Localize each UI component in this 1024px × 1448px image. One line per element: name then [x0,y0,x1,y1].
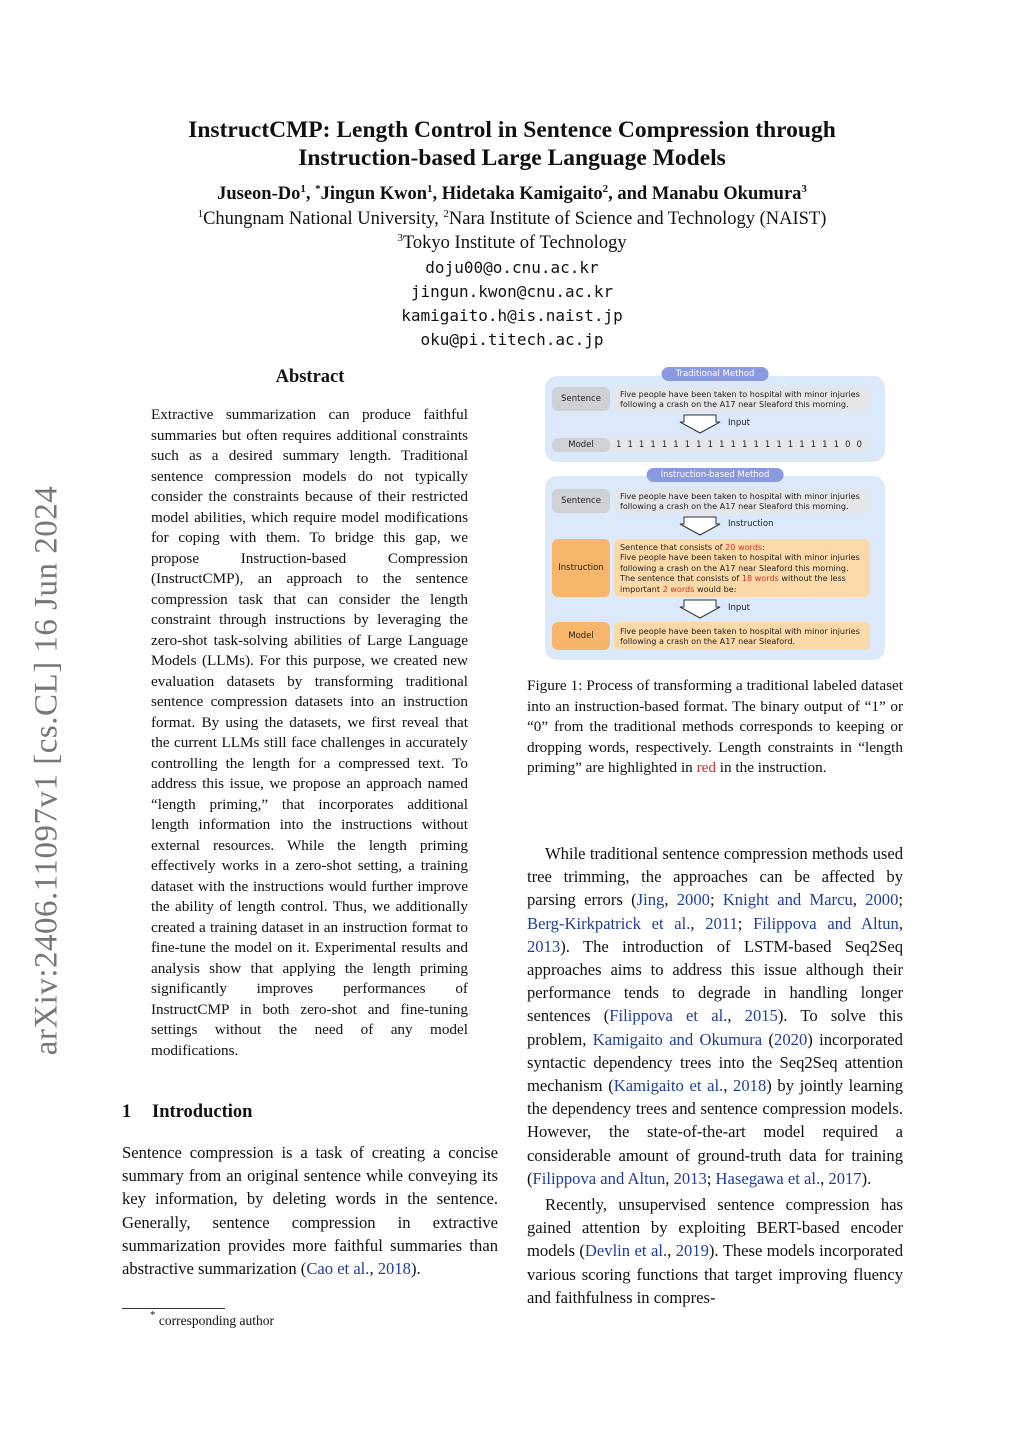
aff1-sup: 1 [197,208,204,220]
instruction-label: Instruction [552,539,610,597]
author-2-mark: * [315,183,321,195]
binary-label: 1 [616,440,622,450]
binary-label: 1 [719,440,725,450]
binary-label: 1 [650,440,656,450]
citation-link[interactable]: Kamigaito et al. [613,1076,724,1096]
abstract-text: Extractive summarization can produce faithful summaries but often requires additional constraints such as a desired summary length. Traditional sentence compression models do not typically consider the constraints because of their restricted model abilities, which require model modifications for coping with them. To bridge this gap, we propose Instruction-based Compression (InstructCMP), an approach to the sentence compression task that can consider the length constraint through instructions by leveraging the zero-shot task-solving abilities of Large Language Models (LLMs). For this purpose, we created new evaluation datasets by transforming traditional sentence compression datasets into an instruction format. By using the datasets, we first reveal that the current LLMs still face challenges in accurately controlling the length for a compressed text. To address this issue, we propose an approach named “length priming,” that incorporates additional length information into the instructions without external resources. While the length priming effectively works in a zero-shot setting, a training dataset with the instructions would further improve the ability of length control. Thus, we additionally created a training dataset in an instruction format to fine-tune the model on it. Experimental results and analysis show that applying the length priming significantly improves performances of InstructCMP in both zero-shot and fine-tuning settings without the need of any model modifications. [151,406,468,1059]
citation-year-link[interactable]: 2017 [828,1168,862,1188]
binary-label: 0 [845,440,851,450]
down-arrow-icon [678,599,722,619]
figure-1 [540,366,890,662]
aff1: Chungnam National University, [203,209,439,229]
citation-link[interactable]: Jing [636,890,665,910]
author-1: Juseon-Do [217,184,301,204]
binary-label: 1 [822,440,828,450]
instr-length-1: 20 words [725,542,763,552]
email-1[interactable]: doju00@o.cnu.ac.kr [425,258,599,277]
binary-label: 1 [707,440,714,450]
citation-link[interactable]: Filippova et al. [609,1006,728,1026]
intro-end: ). [410,1259,421,1279]
instr-text-5: would be: [694,583,737,594]
author-3: Hidetaka Kamigaito [441,184,603,204]
binary-label: 1 [730,440,736,450]
traditional-title: Traditional Method [662,367,769,381]
figure-caption [527,676,903,779]
instr-text-4: without the less important [620,573,846,594]
author-list: Juseon-Do$^1$, *Jingun Kwon$^1$, Hidetaka Kamigaito$^2$, and Manabu Okumura$^3$ [217,183,807,204]
citation-year-link[interactable]: 2013 [527,936,561,956]
binary-labels [616,438,862,452]
model-output-box: Five people have been taken to hospital with minor injuries following a crash on the A17 near Sleaford. [614,622,870,650]
binary-label: 1 [696,440,702,450]
citation-year-link[interactable]: 2018 [377,1259,411,1279]
binary-label: 0 [856,440,862,450]
author-1-aff: 1 [300,183,306,195]
arxiv-id: arXiv:2406.11097v1 [cs.CL] 16 Jun 2024 [28,485,65,1055]
citation-year-link[interactable]: 2000 [676,890,710,910]
binary-label: 1 [787,440,794,450]
citation-year-link[interactable]: 2018 [733,1076,767,1096]
affiliation-line-2 [120,232,904,254]
binary-label: 1 [776,440,782,450]
citation-link[interactable]: Devlin et al. [584,1241,668,1261]
down-arrow-icon [678,414,722,434]
binary-label: 1 [810,440,817,450]
section-heading [122,1102,252,1123]
citation-link[interactable]: Knight and Marcu [722,890,853,910]
aff3-sup: 3 [397,232,403,244]
author-2: Jingun Kwon [320,184,428,204]
citation-link[interactable]: Berg-Kirkpatrick et al. [527,913,691,933]
instr-text-2: : [762,542,765,552]
binary-label: 1 [627,440,633,450]
sentence-box-2: Five people have been taken to hospital with minor injuries following a crash on the A17 near Sleaford this morning. [614,489,870,513]
instr-text-1: Sentence that consists of [620,542,726,552]
aff2-sup: 2 [443,208,449,220]
instr-text-3: The sentence that consists of [620,573,742,584]
footnote-rule [122,1308,225,1309]
citation-year-link[interactable]: 2011 [705,913,738,933]
binary-label: 1 [673,440,679,450]
author-2-aff: 1 [427,183,433,195]
citation-link[interactable]: Filippova and Altun [532,1168,666,1188]
paper-title [120,116,904,172]
section-title: Introduction [152,1102,253,1122]
intro-text: Sentence compression is a task of creating a concise summary from an original sentence while conveying its key information, by deleting words in the sentence. Generally, sentence compression in extractive summarization provides more faithful summaries than abstractive summarization ( [122,1143,498,1279]
model-label: Model [552,438,610,452]
intro-sep: , [369,1259,378,1279]
author-connector: and [617,184,648,204]
instruction-title: Instruction-based Method [647,468,784,482]
footnote [150,1309,274,1329]
caption-red-word: red [696,759,716,776]
sentence-label-2: Sentence [552,489,610,513]
binary-label: 1 [799,440,805,450]
caption-text-2: in the instruction. [715,759,827,776]
section-number: 1 [122,1102,132,1122]
binary-label: 1 [638,440,645,450]
abstract-heading: Abstract [275,367,345,387]
email-2[interactable]: jingun.kwon@cnu.ac.kr [410,282,614,301]
sentence-label: Sentence [552,387,610,411]
binary-label: 1 [753,440,759,450]
footnote-mark: * [150,1309,156,1321]
footnote-text: corresponding author [158,1313,274,1328]
citation-year-link[interactable]: 2000 [865,890,899,910]
title-line-1: InstructCMP: Length Control in Sentence Compression through [188,117,836,143]
citation-link[interactable]: Filippova and Altun [753,913,899,933]
input-arrow-label-2: Input [728,603,751,613]
right-paragraph-2: Recently, unsupervised sentence compression has gained attention by exploiting BERT-based encoder models (Devlin et al., 2019). These models incorporated various scoring functions that target improving fluency and faithfulness in compres- [527,1195,904,1307]
email-3[interactable]: kamigaito.h@is.naist.jp [401,306,623,325]
down-arrow-icon [678,516,722,536]
author-3-aff: 2 [602,183,609,195]
sentence-box: Five people have been taken to hospital with minor injuries following a crash on the A17 near Sleaford this morning. [614,387,870,411]
aff2: Nara Institute of Science and Technology (NAIST) [448,209,827,229]
author-4-aff: 3 [801,183,807,195]
title-line-2: Instruction-based Large Language Models [298,145,726,171]
citation-year-link[interactable]: 2015 [744,1006,778,1026]
citation-link[interactable]: Hasegawa et al. [715,1168,821,1188]
email-4[interactable]: oku@pi.titech.ac.jp [420,330,604,349]
instruction-arrow-label: Instruction [728,519,774,529]
author-4: Manabu Okumura [651,184,802,204]
binary-label: 1 [741,440,748,450]
right-paragraph-1: While traditional sentence compression methods used tree trimming, the approaches can be affected by parsing errors (Jing, 2000; Knight and Marcu, 2000; Berg-Kirkpatrick et al., 2011; Filippova and Altun, 2013). The introduction of LSTM-based Seq2Seq approaches aims to address this issue although their performance tends to degrade in handling longer sentences (Filippova et al., 2015). To solve this problem, Kamigaito and Okumura (2020) incorporated syntactic dependency trees into the Seq2Seq attention mechanism (Kamigaito et al., 2018) by jointly learning the dependency trees and sentence compression models. However, the state-of-the-art model required a considerable amount of ground-truth data for training (Filippova and Altun, 2013; Hasegawa et al., 2017). [527,844,904,1188]
instruction-box [614,539,870,597]
model-output-bar [552,438,870,452]
arxiv-stamp [22,470,72,1070]
input-arrow-label: Input [728,418,751,428]
binary-label: 1 [764,440,771,450]
instr-length-3: 2 words [662,583,695,594]
citation-link[interactable]: Cao et al. [306,1259,370,1279]
binary-label: 1 [661,440,668,450]
citation-year-link[interactable]: 2019 [675,1241,709,1261]
binary-label: 1 [833,440,840,450]
citation-year-link[interactable]: 2020 [774,1029,808,1049]
citation-link[interactable]: Kamigaito and Okumura [592,1029,763,1049]
model-label-2: Model [552,622,610,650]
caption-text-1: Figure 1: Process of transforming a traditional labeled dataset into an instruction-based format. The binary output of “1” or “0” from the traditional methods corresponds to keeping or dropping words, respectively. Length constraints in “length priming” are highlighted in [527,677,903,776]
right-column-body [527,842,903,1309]
instr-sentence: Five people have been taken to hospital with minor injuries following a crash on the A17 near Sleaford this morning. [620,552,860,573]
instr-length-2: 18 words [741,573,779,584]
aff3: Tokyo Institute of Technology [402,233,627,253]
binary-label: 1 [684,440,691,450]
affiliation-line-1 [120,208,904,230]
intro-left-paragraph [122,1141,498,1280]
citation-year-link[interactable]: 2013 [673,1168,707,1188]
